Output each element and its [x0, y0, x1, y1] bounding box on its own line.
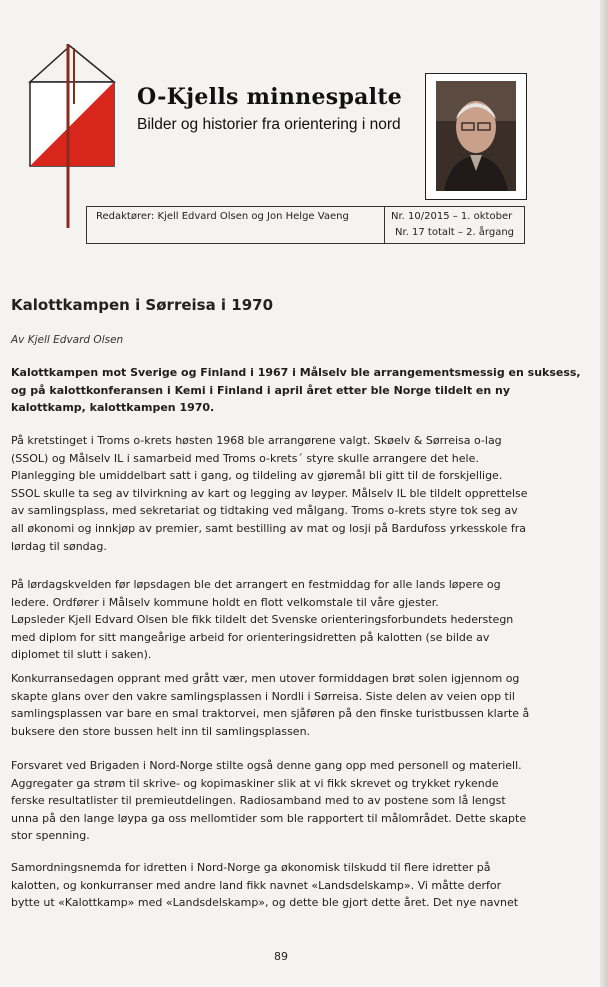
issue-total: Nr. 17 totalt – 2. årgang — [395, 227, 515, 238]
author-photo-frame — [425, 73, 527, 200]
text-line: Aggregater ga strøm til skrive- og kopimaskiner slik at vi fikk skrevet og trykket rykende — [11, 776, 499, 790]
text-line: ferske resultatlister til premieutdelingen. Radiosamband med to av postene som lå lengst — [11, 794, 506, 808]
text-line: Kalottkampen mot Sverige og Finland i 1967 i Målselv ble arrangementsmessig en suksess, — [11, 366, 581, 379]
text-line: buksere den store bussen helt inn til samlingsplassen. — [11, 724, 311, 738]
text-line: av samlingsplass, med sekretariat og tidtaking ved målgang. Troms o-krets styre tok seg av — [11, 504, 518, 518]
article-title: Kalottkampen i Sørreisa i 1970 — [11, 296, 274, 314]
text-line: bytte ut «Kalottkamp» med «Landsdelskamp», og dette ble gjort dette året. Det nye navnet — [11, 896, 519, 910]
text-line: (SSOL) og Målselv IL i samarbeid med Troms o-krets´ styre skulle arrangere det hele. — [11, 451, 479, 465]
text-line: samlingsplassen var bare en smal traktorvei, men sjåføren på den finske turistbussen klarte å — [11, 707, 530, 721]
body-paragraph — [11, 757, 561, 845]
issue-number: Nr. 10/2015 – 1. oktober — [391, 211, 513, 222]
author-portrait-photo — [436, 81, 516, 191]
text-line: og på kalottkonferansen i Kemi i Finland i april året etter ble Norge tildelt en ny — [11, 383, 511, 397]
page-number: 89 — [274, 950, 288, 963]
text-line: unna på den lange løypa ga oss mellomtider som ble rapportert til målområdet. Dette skapte — [11, 811, 527, 825]
editors-text: Redaktører: Kjell Edvard Olsen og Jon Helge Vaeng — [96, 211, 349, 222]
text-line: skapte glans over den vakre samlingsplassen i Nordli i Sørreisa. Siste delen av veien opp til — [11, 689, 515, 703]
text-line: Forsvaret ved Brigaden i Nord-Norge stilte også denne gang opp med personell og materiell. — [11, 759, 522, 772]
body-paragraph — [11, 859, 561, 912]
text-line: SSOL skulle ta seg av tilvirkning av kart og legging av løyper. Målselv IL ble tildelt opprettelse — [11, 486, 528, 500]
blog-title: O-Kjells minnespalte — [137, 84, 403, 110]
lead-paragraph — [11, 364, 581, 417]
page-edge-shadow — [600, 0, 608, 987]
text-line: med diplom for sitt mangeårige arbeid for orienteringsidretten på kalotten (se bilde av — [11, 630, 490, 644]
info-divider — [384, 207, 385, 243]
text-line: Løpsleder Kjell Edvard Olsen ble fikk tildelt det Svenske orienteringsforbundets hederstegn — [11, 613, 514, 627]
text-line: kalottkamp, kalottkampen 1970. — [11, 401, 215, 415]
text-line: ledere. Ordfører i Målselv kommune holdt en flott velkomstale til våre gjester. — [11, 595, 439, 609]
text-line: kalotten, og konkurranser med andre land fikk navnet «Landsdelskamp». Vi måtte derfor — [11, 878, 502, 892]
body-paragraph — [11, 670, 561, 740]
article-byline: Av Kjell Edvard Olsen — [11, 334, 124, 346]
text-line: all økonomi og innkjøp av premier, samt bestilling av mat og losji på Bardufoss yrkesskole fra — [11, 521, 527, 535]
text-line: På lørdagskvelden før løpsdagen ble det arrangert en festmiddag for alle lands løpere og — [11, 578, 501, 591]
text-line: Planlegging ble umiddelbart satt i gang, og tildeling av gjøremål bli gitt til de forskjellige. — [11, 469, 503, 483]
text-line: lørdag til søndag. — [11, 539, 107, 553]
blog-subtitle: Bilder og historier fra orientering i nord — [137, 116, 401, 133]
text-line: Samordningsnemda for idretten i Nord-Norge ga økonomisk tilskudd til flere idretter på — [11, 861, 491, 874]
text-line: diplomet til slutt i saken). — [11, 648, 152, 662]
text-line: stor spenning. — [11, 829, 90, 843]
body-paragraph — [11, 576, 561, 664]
text-line: Konkurransedagen opprant med grått vær, men utover formiddagen brøt solen igjennom og — [11, 672, 520, 685]
body-paragraph — [11, 432, 561, 555]
text-line: På kretstinget i Troms o-krets høsten 1968 ble arrangørene valgt. Skøelv & Sørreisa o-lag — [11, 434, 502, 447]
masthead-info-box — [86, 206, 525, 244]
